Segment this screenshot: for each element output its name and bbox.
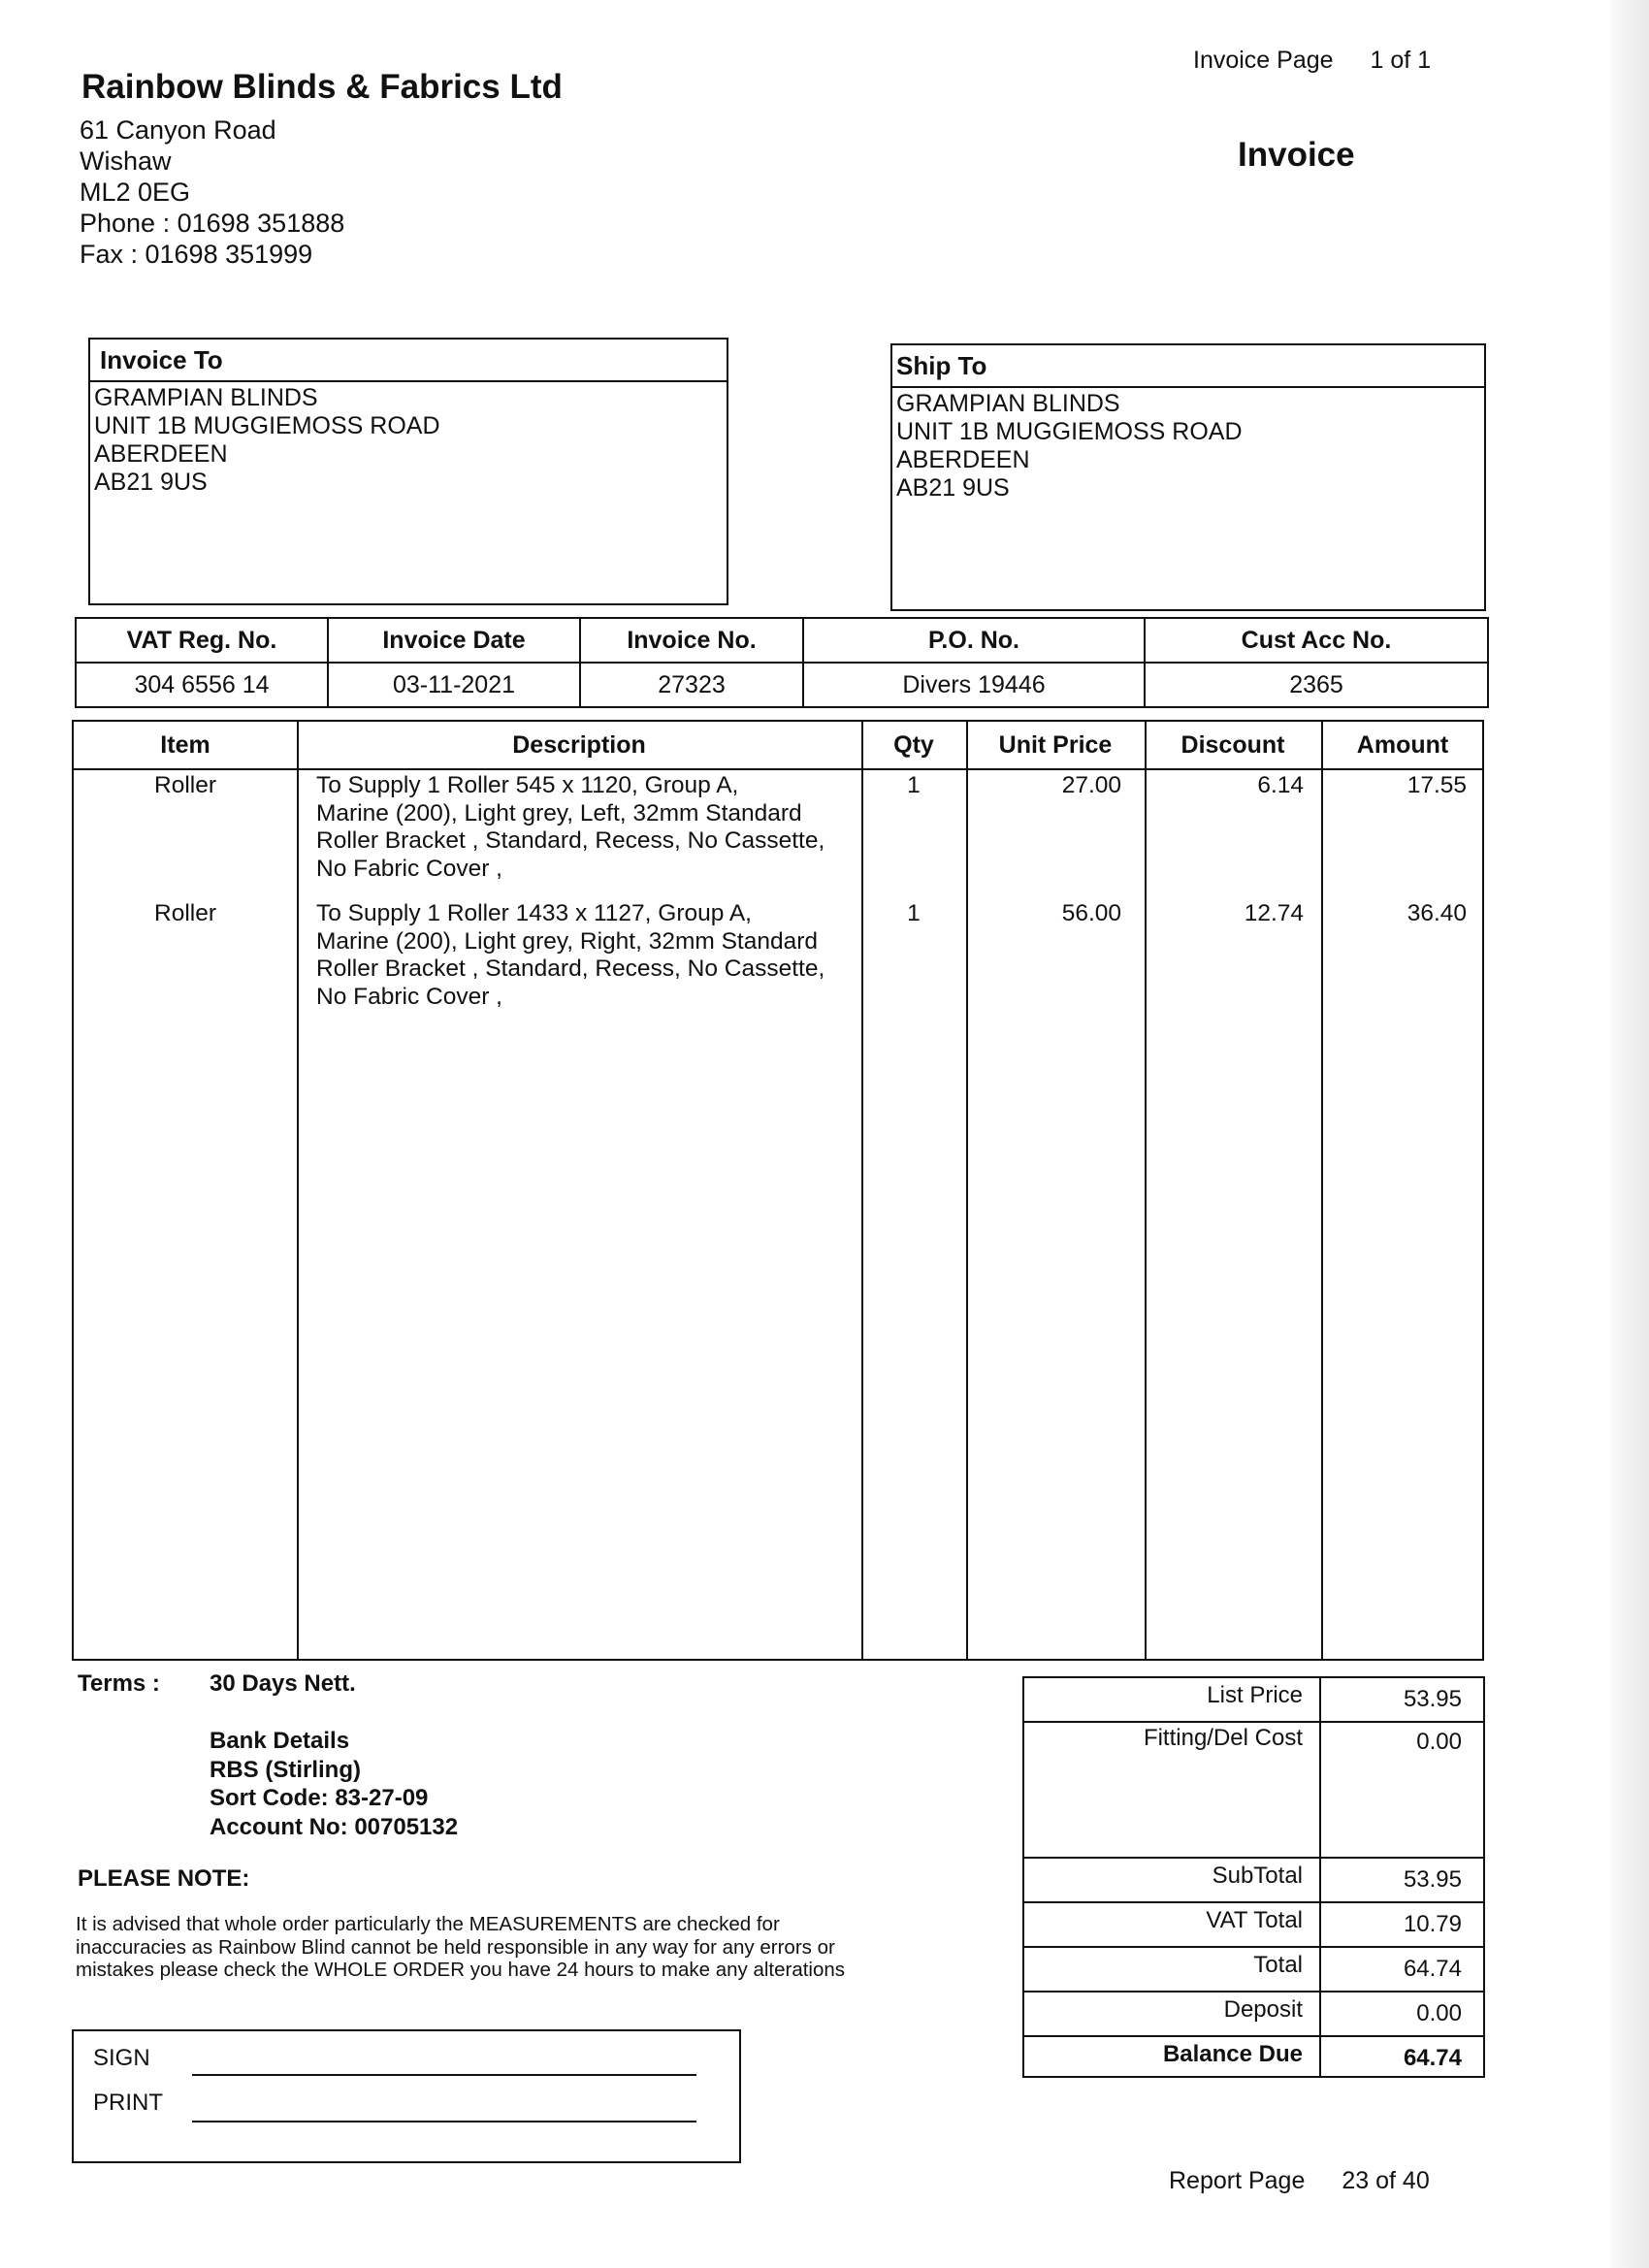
column-divider (1145, 722, 1147, 1659)
column-divider (966, 722, 968, 1659)
report-page-number: 23 of 40 (1342, 2167, 1430, 2194)
cust-acc-header: Cust Acc No. (1145, 618, 1488, 663)
unit-price-cell: 27.00 (1061, 772, 1121, 798)
totals-box (1022, 1676, 1485, 2078)
balance-due-value: 64.74 (1403, 2045, 1462, 2071)
print-line[interactable] (192, 2121, 696, 2122)
invoice-no-value: 27323 (580, 663, 803, 707)
signature-box (72, 2029, 741, 2163)
company-fax: Fax : 01698 351999 (80, 240, 313, 269)
vat-reg-value: 304 6556 14 (76, 663, 328, 707)
print-label: PRINT (93, 2090, 163, 2116)
vat-total-value: 10.79 (1403, 1911, 1462, 1937)
company-phone: Phone : 01698 351888 (80, 209, 345, 238)
totals-row-divider (1024, 1946, 1483, 1948)
invoice-info-header-row (76, 618, 1488, 663)
list-price-label: List Price (1207, 1682, 1303, 1708)
totals-divider (1319, 1678, 1321, 2076)
company-address-line: ML2 0EG (80, 178, 191, 207)
note-line: mistakes please check the WHOLE ORDER you have 24 hours to make any alterations (76, 1959, 846, 1981)
please-note-title: PLEASE NOTE: (78, 1865, 250, 1892)
item-cell: Roller (154, 900, 216, 926)
amount-cell: 17.55 (1406, 772, 1467, 798)
deposit-label: Deposit (1223, 1996, 1303, 2023)
description-cell (316, 900, 859, 1011)
report-page-indicator (1169, 2167, 1430, 2195)
qty-cell: 1 (907, 772, 921, 798)
please-note-body (76, 1913, 978, 1982)
ship-to-line: UNIT 1B MUGGIEMOSS ROAD (896, 418, 1243, 445)
sign-line[interactable] (192, 2074, 696, 2076)
note-line: inaccuracies as Rainbow Blind cannot be held responsible in any way for any errors or (76, 1935, 835, 1959)
amount-cell: 36.40 (1406, 900, 1467, 926)
item-cell: Roller (154, 772, 216, 798)
item-column-header: Item (160, 731, 210, 759)
description-line: Roller Bracket , Standard, Recess, No Cassette, (316, 956, 825, 982)
po-no-header: P.O. No. (803, 618, 1145, 663)
invoice-to-line: GRAMPIAN BLINDS (94, 384, 318, 411)
vat-total-label: VAT Total (1206, 1907, 1303, 1933)
ship-to-heading: Ship To (892, 345, 1484, 388)
totals-row-divider (1024, 1901, 1483, 1903)
invoice-page-indicator (1193, 47, 1431, 75)
totals-row-divider (1024, 1721, 1483, 1723)
description-line: No Fabric Cover , (316, 983, 502, 1010)
invoice-info-value-row (76, 663, 1488, 707)
invoice-page-label: Invoice Page (1193, 47, 1334, 74)
fitting-cost-value: 0.00 (1416, 1729, 1462, 1755)
balance-due-label: Balance Due (1162, 2041, 1303, 2067)
invoice-date-value: 03-11-2021 (328, 663, 580, 707)
description-line: To Supply 1 Roller 545 x 1120, Group A, (316, 772, 739, 798)
ship-to-line: GRAMPIAN BLINDS (896, 390, 1120, 417)
column-divider (297, 722, 299, 1659)
bank-name: RBS (Stirling) (210, 1756, 361, 1783)
invoice-to-line: UNIT 1B MUGGIEMOSS ROAD (94, 412, 440, 439)
subtotal-value: 53.95 (1403, 1866, 1462, 1893)
invoice-date-header: Invoice Date (328, 618, 580, 663)
company-address (80, 114, 344, 270)
cust-acc-value: 2365 (1145, 663, 1488, 707)
totals-row-divider (1024, 2035, 1483, 2037)
company-address-line: 61 Canyon Road (80, 115, 276, 145)
sign-label: SIGN (93, 2045, 150, 2071)
company-address-line: Wishaw (80, 146, 172, 176)
total-label: Total (1253, 1952, 1303, 1978)
description-line: Marine (200), Light grey, Left, 32mm Standard (316, 799, 802, 826)
invoice-to-line: ABERDEEN (94, 440, 228, 468)
scan-edge (1610, 0, 1649, 2268)
invoice-page-number: 1 of 1 (1370, 47, 1432, 74)
po-no-value: Divers 19446 (803, 663, 1145, 707)
description-line: Marine (200), Light grey, Right, 32mm Standard (316, 927, 819, 955)
document-title: Invoice (1238, 136, 1355, 174)
description-column-header: Description (512, 731, 646, 759)
deposit-value: 0.00 (1416, 2000, 1462, 2026)
account-number: Account No: 00705132 (210, 1813, 459, 1840)
invoice-to-line: AB21 9US (94, 469, 208, 496)
sort-code: Sort Code: 83-27-09 (210, 1785, 429, 1811)
ship-to-box (890, 343, 1486, 611)
list-price-value: 53.95 (1403, 1686, 1462, 1712)
bank-details (210, 1727, 458, 1841)
column-divider (861, 722, 863, 1659)
fitting-cost-label: Fitting/Del Cost (1143, 1725, 1303, 1751)
vat-reg-header: VAT Reg. No. (76, 618, 328, 663)
company-name: Rainbow Blinds & Fabrics Ltd (81, 68, 563, 106)
description-line: To Supply 1 Roller 1433 x 1127, Group A, (316, 900, 752, 926)
invoice-to-box (88, 338, 728, 605)
terms-value: 30 Days Nett. (210, 1670, 356, 1697)
qty-column-header: Qty (893, 731, 934, 759)
qty-cell: 1 (907, 900, 921, 926)
totals-row-divider (1024, 1991, 1483, 1993)
ship-to-line: ABERDEEN (896, 446, 1030, 473)
ship-to-line: AB21 9US (896, 474, 1010, 502)
invoice-to-address (90, 382, 727, 499)
discount-column-header: Discount (1180, 731, 1285, 759)
invoice-info-table (75, 617, 1489, 708)
description-line: No Fabric Cover , (316, 855, 502, 882)
totals-row-divider (1024, 1857, 1483, 1859)
invoice-no-header: Invoice No. (580, 618, 803, 663)
description-line: Roller Bracket , Standard, Recess, No Cassette, (316, 827, 825, 854)
description-cell (316, 772, 859, 883)
bank-details-heading: Bank Details (210, 1728, 350, 1754)
amount-column-header: Amount (1356, 731, 1449, 759)
subtotal-label: SubTotal (1212, 1863, 1303, 1889)
unit-price-cell: 56.00 (1061, 900, 1121, 926)
unit-price-column-header: Unit Price (998, 731, 1113, 759)
discount-cell: 6.14 (1257, 772, 1304, 798)
note-line: It is advised that whole order particularly the MEASUREMENTS are checked for (76, 1913, 780, 1935)
invoice-to-heading: Invoice To (90, 340, 727, 382)
items-table (72, 720, 1484, 1661)
total-value: 64.74 (1403, 1956, 1462, 1982)
terms-label: Terms : (78, 1670, 160, 1697)
report-page-label: Report Page (1169, 2167, 1306, 2194)
column-divider (1321, 722, 1323, 1659)
ship-to-address (892, 388, 1484, 504)
discount-cell: 12.74 (1244, 900, 1304, 926)
